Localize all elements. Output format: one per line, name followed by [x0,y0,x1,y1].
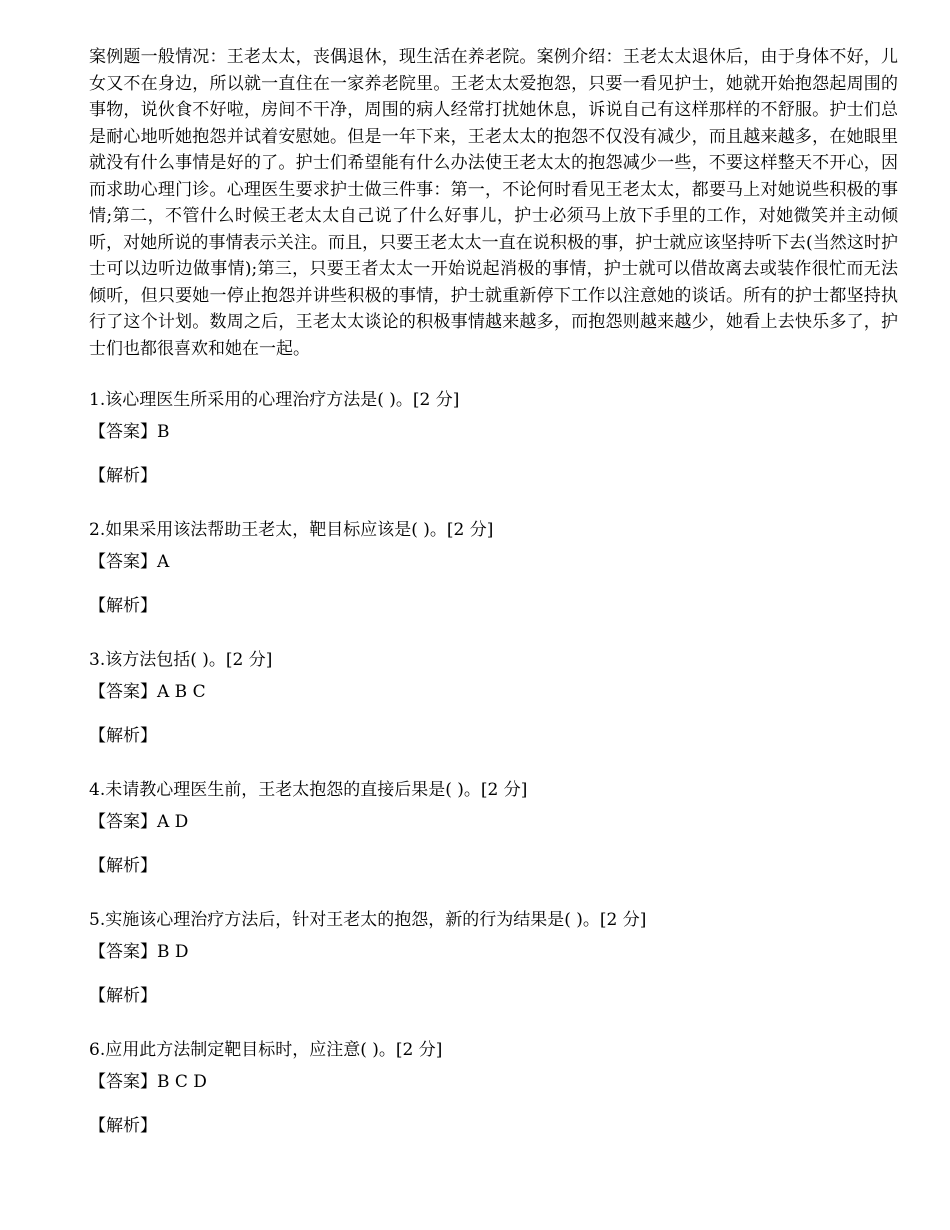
question-text: 4.未请教心理医生前，王老太抱怨的直接后果是( )。[2 分] [89,780,528,800]
analysis-line: 【解析】 [89,726,157,746]
answer-line: 【答案】A [89,552,170,572]
analysis-line: 【解析】 [89,1116,157,1136]
question-text: 1.该心理医生所采用的心理治疗方法是( )。[2 分] [89,390,460,410]
question-item [89,1039,898,1169]
question-item [89,909,898,1039]
answer-line: 【答案】B C D [89,1072,207,1092]
analysis-line: 【解析】 [89,986,157,1006]
question-list [89,389,898,1169]
question-item [89,389,898,519]
case-description: 案例题一般情况：王老太太，丧偶退休，现生活在养老院。案例介绍：王老太太退休后，由于身体不好，儿女又不在身边，所以就一直住在一家养老院里。王老太太爱抱怨，只要一看见护士，她就开始抱怨起周围的事物，说伙食不好啦，房间不干净，周围的病人经常打扰她休息，诉说自己有这样那样的不舒服。护士们总是耐心地听她抱怨并试着安慰她。但是一年下来，王老太太的抱怨不仅没有减少，而且越来越多，在她眼里就没有什么事情是好的了。护士们希望能有什么办法使王老太太的抱怨减少一些，不要这样整天不开心，因而求助心理门诊。心理医生要求护士做三件事：第一，不论何时看见王老太太，都要马上对她说些积极的事情;第二，不管什么时候王老太太自己说了什么好事儿，护士必须马上放下手里的工作，对她微笑并主动倾听，对她所说的事情表示关注。而且，只要王老太太一直在说积极的事，护士就应该坚持听下去(当然这时护士可以边听边做事情);第三，只要王者太太一开始说起消极的事情，护士就可以借故离去或装作很忙而无法倾听，但只要她一停止抱怨并讲些积极的事情，护士就重新停下工作以注意她的谈话。所有的护士都坚持执行了这个计划。数周之后，王老太太谈论的积极事情越来越多，而抱怨则越来越少，她看上去快乐多了，护士们也都很喜欢和她在一起。 [89,47,898,359]
analysis-line: 【解析】 [89,466,157,486]
question-item [89,779,898,909]
analysis-line: 【解析】 [89,596,157,616]
answer-line: 【答案】B D [89,942,189,962]
question-text: 6.应用此方法制定靶目标时，应注意( )。[2 分] [89,1040,443,1060]
question-item [89,649,898,779]
question-item [89,519,898,649]
question-text: 2.如果采用该法帮助王老太，靶目标应该是( )。[2 分] [89,520,494,540]
answer-line: 【答案】A D [89,812,189,832]
question-text: 5.实施该心理治疗方法后，针对王老太的抱怨，新的行为结果是( )。[2 分] [89,910,647,930]
answer-line: 【答案】A B C [89,682,206,702]
answer-line: 【答案】B [89,422,170,442]
question-text: 3.该方法包括( )。[2 分] [89,650,273,670]
analysis-line: 【解析】 [89,856,157,876]
